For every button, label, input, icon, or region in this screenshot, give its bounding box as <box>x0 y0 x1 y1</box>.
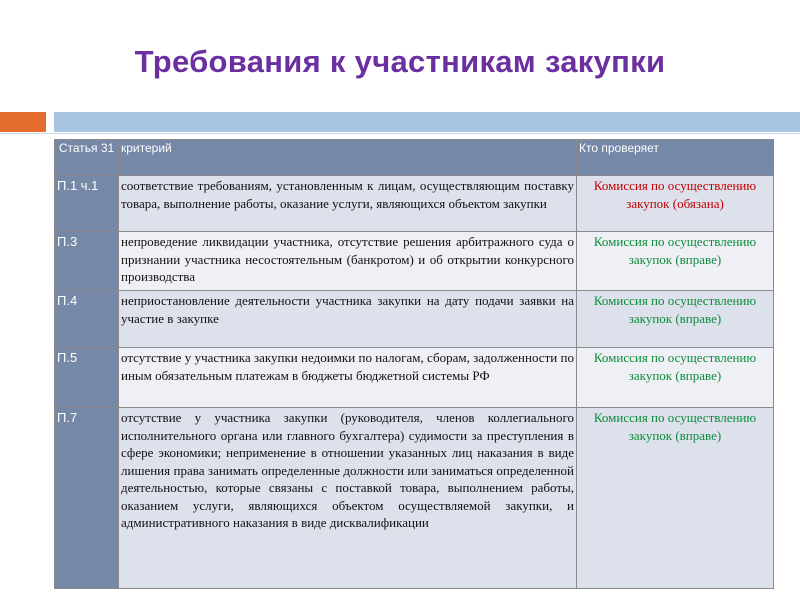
header-article: Статья 31 <box>55 140 119 176</box>
row-criterion: неприостановление деятельности участника закупки на дату подачи заявки на участие в закупке <box>119 291 577 348</box>
row-verifier: Комиссия по осуществлению закупок (вправе) <box>577 291 774 348</box>
header-criterion: критерий <box>119 140 577 176</box>
row-article: П.7 <box>55 408 119 589</box>
row-article: П.3 <box>55 232 119 291</box>
requirements-table <box>54 139 774 589</box>
row-verifier: Комиссия по осуществлению закупок (вправе) <box>577 408 774 589</box>
accent-bar-blue <box>54 112 800 132</box>
row-criterion: отсутствие у участника закупки (руководителя, членов коллегиального исполнительного органа или главного бухгалтера) судимости за преступления в сфере экономики; неприменение в отношении указанных лиц наказания в виде лишения права занимать определенные должности или заниматься определенной деятельностью, которые связаны с поставкой товара, выполнением работы, оказанием услуги, являющихся объектом осуществляемой закупки, и административного наказания в виде дисквалификации <box>119 408 577 589</box>
table-row <box>55 348 774 408</box>
row-verifier: Комиссия по осуществлению закупок (вправе) <box>577 232 774 291</box>
row-criterion: соответствие требованиям, установленным к лицам, осуществляющим поставку товара, выполнение работы, оказание услуги, являющихся объектом закупки <box>119 176 577 232</box>
row-criterion: отсутствие у участника закупки недоимки по налогам, сборам, задолженности по иным обязательным платежам в бюджеты бюджетной системы РФ <box>119 348 577 408</box>
table-row <box>55 176 774 232</box>
row-article: П.4 <box>55 291 119 348</box>
table-header-row <box>55 140 774 176</box>
row-criterion: непроведение ликвидации участника, отсутствие решения арбитражного суда о признании участника несостоятельным (банкротом) и об открытии конкурсного производства <box>119 232 577 291</box>
row-article: П.5 <box>55 348 119 408</box>
accent-divider <box>0 133 800 134</box>
slide-title: Требования к участникам закупки <box>134 44 666 79</box>
accent-bar-orange <box>0 112 46 132</box>
row-verifier: Комиссия по осуществлению закупок (обязана) <box>577 176 774 232</box>
row-verifier: Комиссия по осуществлению закупок (вправе) <box>577 348 774 408</box>
header-verifier: Кто проверяет <box>577 140 774 176</box>
table-row <box>55 408 774 589</box>
row-article: П.1 ч.1 <box>55 176 119 232</box>
table-row <box>55 232 774 291</box>
table-row <box>55 291 774 348</box>
